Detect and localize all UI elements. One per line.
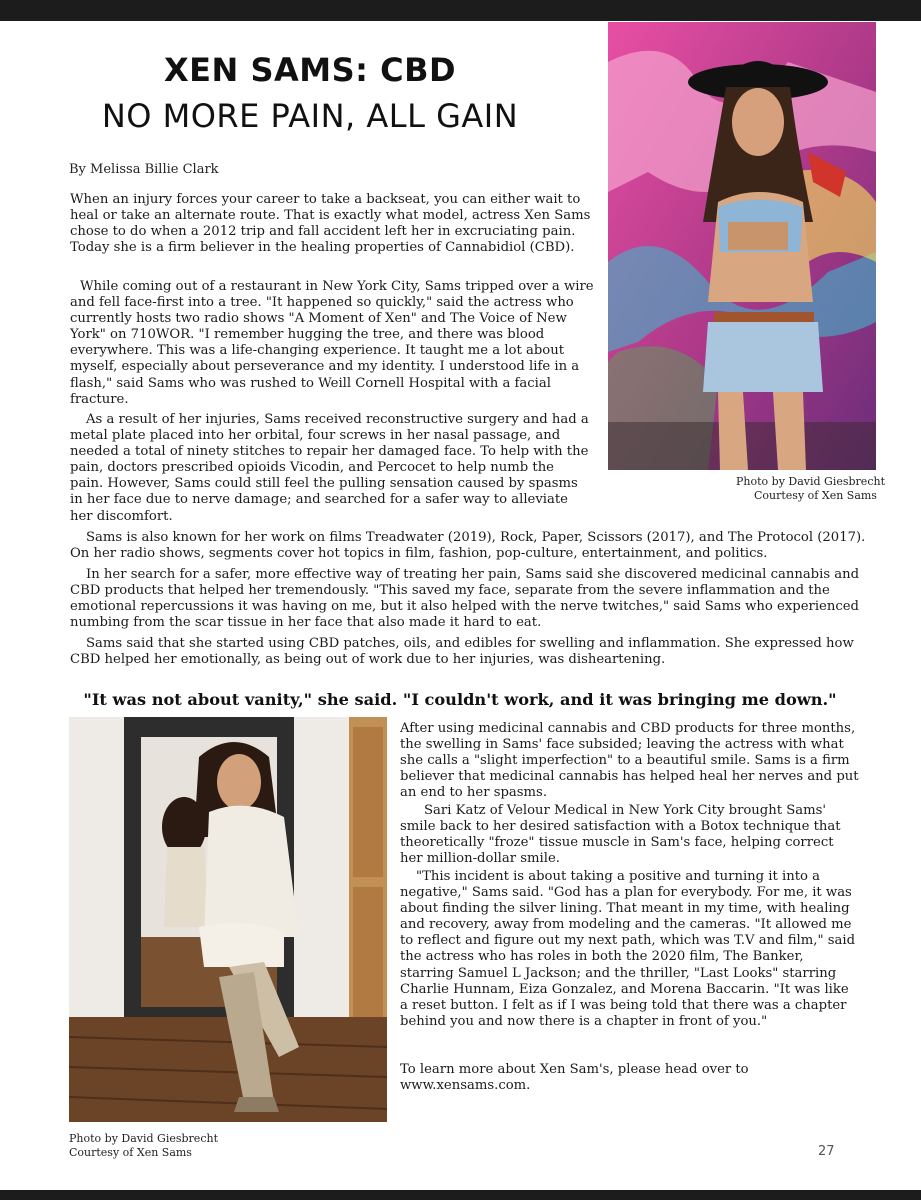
paragraph-intro: When an injury forces your career to take a backseat, you can either wait to heal or take an alternate route. That is exactly what model, actress Xen Sams chose to do when a 2012 trip and fall accident left her in excruciating pain. Today she is a firm believer in the healing properties of Cannabidiol (CBD). (70, 192, 591, 256)
caption-bottom-photographer: Photo by David Giesbrecht (69, 1132, 218, 1145)
photo-mirror-image (69, 717, 387, 1122)
paragraph-quote-plan: "This incident is about taking a positive and turning it into a negative," Sams said. "God has a plan for everybody. For me, it was about finding the silver lining. That meant in my time, with healing and recovery, away from modeling and the cameras. "It allowed me to reflect and figure out my next path, which was T.V and film," said the actress who has roles in both the 2020 film, The Banker, starring Samuel L Jackson; and the thriller, "Last Looks" starring Charlie Hunnam, Eiza Gonzalez, and Morena Baccarin. "It was like a reset button. I felt as if I was being told that there was a chapter behind you and now there is a chapter in front of you." (400, 869, 856, 1029)
photo-graffiti-wall-image (608, 22, 876, 470)
byline: By Melissa Billie Clark (69, 162, 219, 177)
caption-top-photo (736, 475, 885, 503)
caption-bottom-courtesy: Courtesy of Xen Sams (69, 1146, 192, 1159)
page-number: 27 (818, 1144, 835, 1159)
paragraph-learn-more: To learn more about Xen Sam's, please head over to www.xensams.com. (400, 1062, 749, 1094)
paragraph-botox: Sari Katz of Velour Medical in New York City brought Sams' smile back to her desired satisfaction with a Botox technique that theoretically "froze" tissue muscle in Sam's face, helping correct her million-dollar smile. (400, 803, 841, 867)
photo-graffiti-wall (608, 22, 876, 470)
paragraph-recovery: After using medicinal cannabis and CBD products for three months, the swelling in Sams' face subsided; leaving the actress with what she calls a "slight imperfection" to a beautiful smile. Sams is a firm believer that medicinal cannabis has helped heal her nerves and put an end to her spasms. (400, 721, 859, 801)
caption-top-courtesy: Courtesy of Xen Sams (754, 489, 877, 502)
paragraph-search: In her search for a safer, more effective way of treating her pain, Sams said she discovered medicinal cannabis and CBD products that helped her tremendously. "This saved my face, separate from the severe inflammation and the emotional repercussions it was having on me, but it also helped with the nerve twitches," said Sams who experienced numbing from the scar tissue in her face that also made it hard to eat. (70, 567, 860, 631)
paragraph-films: Sams is also known for her work on films Treadwater (2019), Rock, Paper, Scissors (2017), and The Protocol (2017). On her radio shows, segments cover hot topics in film, fashion, pop-culture, entertainment, and politics. (70, 530, 866, 562)
caption-top-photographer: Photo by David Giesbrecht (736, 475, 885, 488)
magazine-page (0, 21, 921, 1190)
article-title: XEN SAMS: CBD (163, 51, 457, 89)
pull-quote: "It was not about vanity," she said. "I couldn't work, and it was bringing me down." (83, 690, 837, 709)
caption-bottom-photo (69, 1132, 218, 1160)
photo-mirror (69, 717, 387, 1122)
article-subtitle: NO MORE PAIN, ALL GAIN (101, 97, 519, 135)
paragraph-cbd-use: Sams said that she started using CBD patches, oils, and edibles for swelling and inflammation. She expressed how CBD helped her emotionally, as being out of work due to her injuries, was disheartening. (70, 636, 854, 668)
paragraph-accident: While coming out of a restaurant in New York City, Sams tripped over a wire and fell face-first into a tree. "It happened so quickly," said the actress who currently hosts two radio shows "A Moment of Xen" and The Voice of New York" on 710WOR. "I remember hugging the tree, and there was blood everywhere. This was a life-changing experience. It taught me a lot about myself, especially about perseverance and my identity. I understood life in a flash," said Sams who was rushed to Weill Cornell Hospital with a facial fracture. (70, 279, 594, 407)
paragraph-injuries: As a result of her injuries, Sams received reconstructive surgery and had a metal plate placed into her orbital, four screws in her nasal passage, and needed a total of ninety stitches to repair her damaged face. To help with the pain, doctors prescribed opioids Vicodin, and Percocet to help numb the pain. However, Sams could still feel the pulling sensation caused by spasms in her face due to nerve damage; and searched for a safer way to alleviate her discomfort. (70, 412, 589, 524)
